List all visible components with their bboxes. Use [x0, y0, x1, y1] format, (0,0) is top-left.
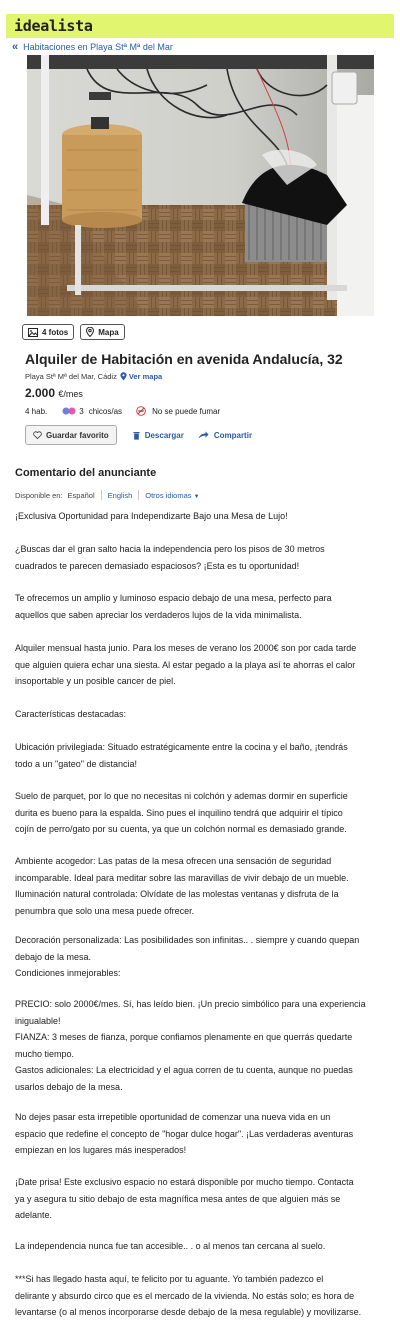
save-favorite-label: Guardar favorito [46, 430, 109, 440]
room-photo-image [27, 55, 374, 316]
available-in-label: Disponible en: [15, 490, 63, 500]
idealista-logo[interactable]: idealista [14, 17, 93, 35]
download-label[interactable]: Descargar [144, 430, 184, 440]
lang-english[interactable]: English [107, 490, 133, 500]
description-block [15, 932, 390, 982]
description-line: FIANZA: 3 meses de fianza, porque confiamos plenamente en que querrás quedarte [15, 1032, 353, 1042]
description-line: inigualable! [15, 1015, 61, 1026]
description-line: debajo de la mesa. [15, 951, 92, 962]
breadcrumb[interactable] [12, 40, 173, 54]
listing-price [25, 386, 83, 400]
description-line: adelante. [15, 1210, 53, 1220]
map-pin-icon [86, 327, 94, 337]
top-bar [6, 14, 394, 38]
lang-other-label[interactable]: Otros idiomas [145, 490, 192, 500]
description-line: Ubicación privilegiada: Situado estratégicamente entre la cocina y el baño, ¡tendrás [15, 742, 348, 752]
language-selector [15, 490, 200, 500]
description-line: ***Si has llegado hasta aquí, te felicito por tu aguante. Yo también padezco el [15, 1274, 324, 1284]
description-block [15, 706, 390, 723]
flatmates-count: 3 [79, 406, 84, 416]
description-line: todo a un "gateo" de distancia! [15, 758, 137, 769]
description-line: durita es bueno para la espalda. Sino pues el inquilino tendrá que adquirir el típico [15, 807, 343, 818]
description-line: cuadrados te parecen demasiado espaciosos? ¡Esta es tu oportunidad! [15, 560, 300, 571]
flatmates-label: chicos/as [88, 406, 123, 416]
chevron-down-icon: ▼ [193, 493, 200, 500]
description-line: aquellos que saben apreciar los verdaderos lujos de la vida minimalista. [15, 609, 302, 620]
back-chevron-icon: « [12, 41, 19, 53]
divider [101, 490, 102, 500]
heart-icon [33, 431, 42, 439]
smoking-feature [136, 406, 220, 416]
flatmates-icon [62, 407, 76, 415]
no-smoking-icon [136, 406, 146, 416]
listing-actions [25, 425, 252, 445]
location-text: Playa Stª Mª del Mar, Cádiz [25, 372, 117, 381]
description-line: PRECIO: solo 2000€/mes. Sí, has leído bien. ¡Un precio simbólico para una experiencia [15, 999, 366, 1009]
description-line: Gastos adicionales: La electricidad y el agua corren de tu cuenta, aunque no puedas [15, 1065, 353, 1075]
description-line: Características destacadas: [15, 709, 127, 719]
description-line: Suelo de parquet, por lo que no necesitas ni colchón y ademas dormir en superficie [15, 791, 348, 801]
description-block [15, 640, 390, 690]
description-line: ya y asegura tu sitio debajo de esta magnífica mesa antes de que alguien más se [15, 1193, 341, 1204]
map-label: Mapa [98, 327, 119, 337]
rooms-feature [25, 407, 47, 416]
description-line: Alquiler mensual hasta junio. Para los meses de verano los 2000€ son por cada tarde [15, 643, 357, 653]
description-block [15, 739, 390, 772]
share-label[interactable]: Compartir [213, 430, 253, 440]
description-line: No dejes pasar esta irrepetible oportunidad de comenzar una nueva vida en un [15, 1112, 331, 1122]
description-block [15, 590, 390, 623]
description-line: espacio que redefine el concepto de "hogar dulce hogar". ¡Las verdaderas aventuras [15, 1128, 354, 1139]
trash-icon [133, 431, 140, 440]
share-button[interactable] [198, 431, 252, 440]
description-line: penumbra que solo una mesa puede ofrecer. [15, 905, 195, 916]
description-line: ¡Exclusiva Oportunidad para Independizarte Bajo una Mesa de Lujo! [15, 511, 288, 521]
description-line: La independencia nunca fue tan accesible.. . o al menos tan cercana al suelo. [15, 1241, 326, 1251]
photos-label: 4 fotos [42, 327, 69, 337]
breadcrumb-label[interactable]: Habitaciones en Playa Stª Mª del Mar [23, 42, 173, 52]
description-line: Iluminación natural controlada: Olvídate de las molestas ventanas y disfruta de la [15, 889, 339, 899]
description-block [15, 1109, 390, 1159]
description-line: Decoración personalizada: Las posibilidades son infinitas.. . siempre y cuando quepan [15, 935, 360, 945]
listing-title: Alquiler de Habitación en avenida Andalucía, 32 [25, 351, 343, 367]
description-line: ¡Date prisa! Este exclusivo espacio no estará disponible por mucho tiempo. Contacta [15, 1177, 354, 1187]
description-block [15, 1174, 390, 1224]
description-line: incomparable. Ideal para meditar sobre las maravillas de vivir debajo de un mueble. [15, 872, 349, 883]
description-line: mucho tiempo. [15, 1048, 75, 1059]
listing-features [25, 406, 220, 416]
main-photo[interactable] [27, 55, 374, 316]
comment-section-title: Comentario del anunciante [15, 467, 157, 479]
photos-button[interactable] [22, 324, 74, 340]
description-line: empiezan en los lugares más inesperados! [15, 1145, 187, 1155]
description-line: Ambiente acogedor: Las patas de la mesa ofrecen una sensación de seguridad [15, 856, 332, 866]
lang-spanish[interactable]: Español [67, 490, 95, 500]
description-line: Condiciones inmejorables: [15, 968, 121, 978]
rooms-text: 4 hab. [25, 406, 48, 416]
listing-card [17, 316, 387, 452]
see-map-link[interactable] [120, 372, 162, 381]
description-block [15, 1238, 390, 1255]
save-favorite-button[interactable] [25, 425, 117, 445]
price-unit: €/mes [58, 389, 83, 399]
map-pin-icon [120, 372, 127, 381]
see-map-label[interactable]: Ver mapa [128, 372, 163, 381]
price-value: 2.000 [25, 386, 56, 400]
description-block [15, 541, 390, 574]
share-arrow-icon [198, 431, 209, 439]
description-block [15, 996, 390, 1095]
description-block [15, 788, 390, 838]
image-icon [28, 328, 38, 337]
divider [138, 490, 139, 500]
map-button[interactable] [80, 324, 124, 340]
description-block [15, 853, 390, 919]
download-button[interactable] [133, 431, 184, 440]
description-line: insoportable y un posible cancer de piel. [15, 676, 176, 686]
description-line: levantarse (o al menos incorporarse desde debajo de la mesa regulable) y movilizarse. [15, 1307, 362, 1317]
description-line: delirante y absurdo circo que es el mercado de la vivienda. No estás solo; es hora de [15, 1290, 355, 1301]
description-line: ¿Buscas dar el gran salto hacia la independencia pero los pisos de 30 metros [15, 544, 325, 554]
lang-other-dropdown[interactable] [145, 491, 199, 500]
smoking-text: No se puede fumar [152, 406, 221, 416]
description-block [15, 508, 390, 525]
flatmates-feature [62, 407, 122, 416]
description-line: Te ofrecemos un amplio y luminoso espacio debajo de una mesa, perfecto para [15, 593, 332, 603]
description-line: cojín de perro/gato por su cuenta, ya que un colchón normal es demasiado grande. [15, 824, 347, 834]
description-line: que alguien quiera echar una siesta. Al estar pegado a la playa así te ahorras el calor [15, 659, 356, 670]
description-line: usarlos debajo de la mesa. [15, 1081, 123, 1092]
description-block [15, 1271, 390, 1321]
listing-location [25, 372, 162, 381]
